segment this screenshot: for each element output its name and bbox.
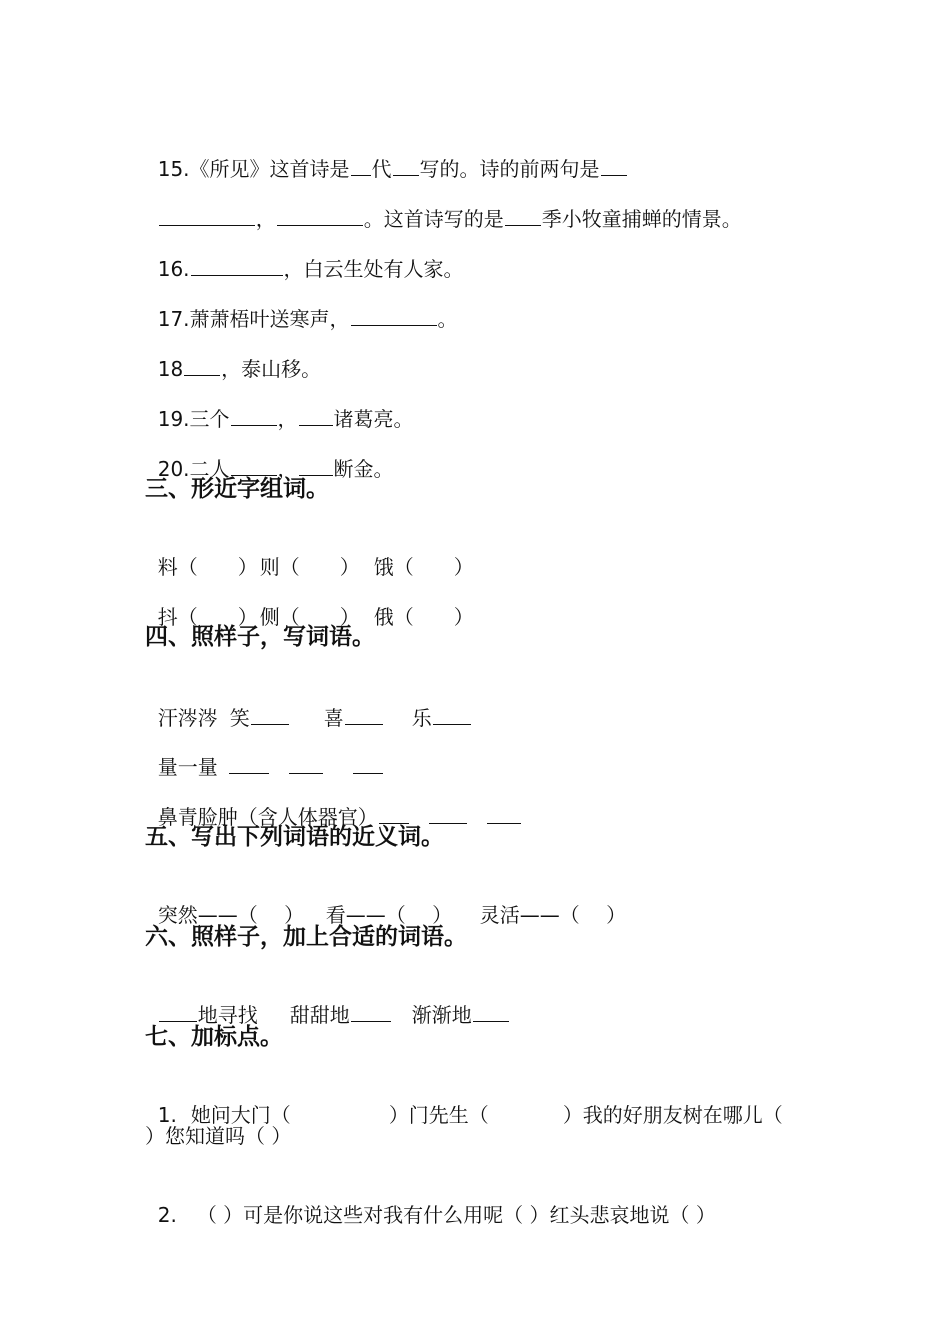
blank[interactable]	[231, 455, 277, 476]
q-number: 1.	[157, 1103, 177, 1127]
blank[interactable]	[299, 405, 333, 426]
blank[interactable]	[251, 704, 289, 725]
blank[interactable]	[601, 155, 627, 176]
blank[interactable]	[231, 405, 277, 426]
q19-comma: ，	[277, 407, 298, 431]
section5-row	[145, 873, 626, 929]
blank[interactable]	[229, 753, 269, 774]
blank[interactable]	[191, 255, 283, 276]
q15-line1	[145, 127, 628, 183]
section7-q1-line2: ）您知道吗（ ）	[145, 1124, 292, 1148]
punct-text: ）门先生（	[388, 1103, 489, 1127]
section7-heading: 七、加标点。	[145, 1024, 283, 1050]
example-word: 鼻青脸肿（含人体器官）	[157, 805, 378, 829]
blank[interactable]	[184, 355, 220, 376]
q15-prefix: 15.《所见》这首诗是	[157, 157, 350, 181]
blank[interactable]	[289, 753, 323, 774]
blank[interactable]	[505, 205, 541, 226]
section6-heading: 六、照样子，加上合适的词语。	[145, 924, 467, 950]
blank[interactable]	[429, 803, 467, 824]
word-group[interactable]: 料（ ）	[157, 555, 258, 579]
phrase: 地寻找	[197, 1003, 258, 1027]
synonym-item[interactable]: 灵活——（ ）	[479, 903, 627, 927]
q18-prefix: 18	[157, 357, 184, 381]
synonym-item[interactable]: 看——（ ）	[325, 903, 453, 927]
word-group[interactable]: 俄（ ）	[373, 605, 474, 629]
q-number: 2.	[157, 1203, 177, 1227]
q15-line2	[145, 177, 742, 233]
blank[interactable]	[351, 305, 437, 326]
section7-q1-line1	[145, 1073, 783, 1129]
stem-word: 笑	[229, 706, 250, 730]
punct-text: ）我的好朋友树在哪儿（	[562, 1103, 783, 1127]
synonym-item[interactable]: 突然——（ ）	[157, 903, 305, 927]
stem-word: 乐	[411, 706, 432, 730]
section5-heading: 五、写出下列词语的近义词。	[145, 824, 444, 850]
phrase: 渐渐地	[411, 1003, 472, 1027]
word-group[interactable]: 饿（ ）	[373, 555, 474, 579]
word-group[interactable]: 则（ ）	[259, 555, 360, 579]
word-group[interactable]: 侧（ ）	[259, 605, 360, 629]
q16-prefix: 16.	[157, 257, 190, 281]
q17-suffix: 。	[437, 307, 458, 331]
blank[interactable]	[159, 205, 255, 226]
q17	[145, 277, 458, 333]
section6-row	[145, 973, 510, 1029]
blank[interactable]	[299, 455, 333, 476]
section3-heading: 三、形近字组词。	[145, 476, 329, 502]
q19-suffix: 诸葛亮。	[333, 407, 414, 431]
q16	[145, 227, 464, 283]
q20-comma: ，	[277, 457, 298, 481]
q18	[145, 327, 321, 383]
blank[interactable]	[159, 1001, 197, 1022]
q19-prefix: 19.三个	[157, 407, 230, 431]
blank[interactable]	[345, 704, 383, 725]
q16-suffix: ，白云生处有人家。	[283, 257, 464, 281]
q17-prefix: 17.萧萧梧叶送寒声，	[157, 307, 350, 331]
section4-row1	[145, 676, 472, 732]
blank[interactable]	[379, 803, 409, 824]
section4-row2	[145, 725, 384, 781]
stem-word: 喜	[323, 706, 344, 730]
q15-line2-end: 季小牧童捕蝉的情景。	[541, 207, 742, 231]
blank[interactable]	[277, 205, 363, 226]
blank[interactable]	[433, 704, 471, 725]
example-word: 量一量	[157, 755, 218, 779]
word-group[interactable]: 抖（ ）	[157, 605, 258, 629]
q19	[145, 377, 414, 433]
section4-heading: 四、照样子，写词语。	[145, 624, 375, 650]
phrase: 甜甜地	[289, 1003, 350, 1027]
blank[interactable]	[353, 753, 383, 774]
q15-mid: 写的。诗的前两句是	[419, 157, 600, 181]
blank[interactable]	[393, 155, 419, 176]
q18-suffix: ，泰山移。	[221, 357, 322, 381]
punct-text: 她问大门（	[190, 1103, 291, 1127]
punct-text: （ ）可是你说这些对我有什么用呢（ ）红头悲哀地说（ ）	[196, 1203, 716, 1227]
blank[interactable]	[487, 803, 521, 824]
q15-line2-mid: 。这首诗写的是	[363, 207, 504, 231]
q15-comma: ，	[255, 207, 276, 231]
section3-row1	[145, 525, 474, 581]
q20-suffix: 断金。	[333, 457, 394, 481]
blank[interactable]	[351, 155, 371, 176]
blank[interactable]	[473, 1001, 509, 1022]
q15-dai: 代	[371, 157, 392, 181]
q20-prefix: 20.二人	[157, 457, 230, 481]
example-word: 汗涔涔	[157, 706, 218, 730]
blank[interactable]	[351, 1001, 391, 1022]
section7-q2	[145, 1173, 716, 1229]
